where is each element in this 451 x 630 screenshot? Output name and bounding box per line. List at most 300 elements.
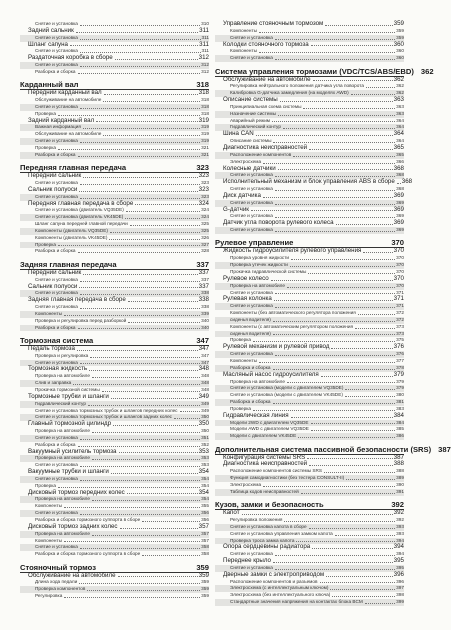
toc-page-number: 396 bbox=[393, 570, 404, 578]
toc-item-entry bbox=[20, 476, 209, 483]
toc-page-number: 321 bbox=[201, 151, 209, 157]
toc-entry-title: Жидкость гидроусилителя рулевого управления bbox=[223, 247, 362, 255]
toc-page-number: 369 bbox=[393, 205, 404, 213]
toc-page-number: 384 bbox=[393, 411, 404, 419]
toc-leader-dots bbox=[397, 183, 401, 184]
toc-page-number: 369 bbox=[393, 219, 404, 227]
toc-entry-title: Шланг сапуна передней главной передачи bbox=[35, 221, 128, 227]
toc-item-entry bbox=[215, 48, 404, 55]
toc-leader-dots bbox=[113, 425, 198, 426]
toc-leader-dots bbox=[120, 528, 198, 529]
toc-leader-dots bbox=[78, 328, 201, 329]
toc-page-number: 354 bbox=[201, 482, 209, 488]
toc-entry-title: Электросхема bbox=[230, 158, 262, 164]
toc-item-entry bbox=[20, 304, 209, 311]
toc-page-number: 399 bbox=[396, 599, 404, 605]
toc-page-number: 354 bbox=[201, 475, 209, 481]
toc-leader-dots bbox=[128, 322, 200, 323]
toc-leader-dots bbox=[311, 45, 393, 46]
toc-entry-title: Разборка и сборка bbox=[35, 248, 76, 254]
toc-item-entry bbox=[20, 538, 209, 545]
toc-leader-dots bbox=[311, 430, 395, 431]
toc-page-number: 312 bbox=[198, 54, 209, 62]
toc-leader-dots bbox=[80, 548, 200, 549]
toc-leader-dots bbox=[79, 287, 197, 288]
toc-item-entry bbox=[215, 392, 404, 399]
toc-page-number: 392 bbox=[393, 509, 404, 517]
toc-page-number: 369 bbox=[396, 199, 404, 205]
toc-page-number: 357 bbox=[198, 522, 209, 530]
toc-item-entry bbox=[20, 138, 209, 145]
toc-entry-title: Слив и заправка bbox=[35, 380, 72, 386]
toc-entry-title: Важная информация bbox=[35, 124, 81, 130]
toc-entry-title: Передний карданный вал bbox=[28, 89, 102, 97]
toc-page-number: 370 bbox=[396, 262, 404, 268]
toc-page-number: 338 bbox=[201, 290, 209, 296]
toc-entry-title: Исполнительный механизм и блок управления ABS в сборе bbox=[223, 178, 395, 186]
toc-page-number: 391 bbox=[396, 488, 404, 494]
toc-entry-title: Модели с двигателем VK45DE bbox=[230, 433, 297, 439]
toc-subsection-entry bbox=[215, 558, 404, 565]
toc-entry-title: G-датчик bbox=[223, 205, 250, 213]
toc-entry-title: Стандартные значения напряжения на контактах блока BCM bbox=[230, 599, 363, 605]
toc-item-entry bbox=[215, 283, 404, 290]
toc-leader-dots bbox=[253, 410, 395, 411]
toc-leader-dots bbox=[351, 94, 395, 95]
toc-page-number: 359 bbox=[393, 20, 404, 27]
toc-page-number: 373 bbox=[396, 323, 404, 329]
toc-leader-dots bbox=[103, 101, 200, 102]
toc-page-number: 376 bbox=[393, 343, 404, 351]
toc-page-number: 318 bbox=[198, 89, 209, 97]
toc-leader-dots bbox=[119, 452, 198, 453]
toc-subsection-entry bbox=[215, 296, 404, 303]
toc-entry-title: Электросхема (с интеллектуальным ключом) bbox=[230, 585, 329, 591]
toc-item-entry bbox=[20, 496, 209, 503]
toc-page-number: 325 bbox=[201, 221, 209, 227]
toc-leader-dots bbox=[309, 528, 396, 529]
toc-page-number: 324 bbox=[201, 214, 209, 220]
toc-entry-title: Калибровка G-датчика замедления (на моделях AWD) bbox=[230, 90, 349, 96]
toc-entry-title: Дисковый тормоз задних колес bbox=[28, 522, 118, 530]
toc-page-number: 349 bbox=[201, 407, 209, 413]
toc-page-number: 373 bbox=[396, 330, 404, 336]
toc-page-number: 354 bbox=[201, 496, 209, 502]
toc-page-number: 359 bbox=[396, 34, 404, 40]
toc-item-entry bbox=[20, 579, 209, 586]
toc-leader-dots bbox=[128, 301, 198, 302]
toc-page-number: 323 bbox=[198, 172, 209, 180]
toc-page-number: 350 bbox=[201, 414, 209, 420]
toc-page-number: 362 bbox=[396, 90, 404, 96]
toc-item-entry bbox=[215, 482, 404, 489]
toc-entry-title: Проверка bbox=[35, 241, 56, 247]
toc-entry-title: Проверка bbox=[230, 337, 251, 343]
toc-subsection-entry bbox=[215, 510, 404, 517]
toc-page-number: 337 bbox=[198, 282, 209, 290]
toc-entry-title: Снятие и установка bbox=[35, 290, 78, 296]
toc-page-number: 371 bbox=[396, 303, 404, 309]
toc-page-number: 338 bbox=[201, 304, 209, 310]
toc-page-number: 365 bbox=[396, 151, 404, 157]
toc-page-number: 395 bbox=[396, 564, 404, 570]
toc-leader-dots bbox=[275, 59, 395, 60]
toc-leader-dots bbox=[64, 507, 200, 508]
toc-entry-title: сиденья водителя) bbox=[230, 316, 271, 322]
toc-page-number: 370 bbox=[396, 255, 404, 261]
toc-entry-title: Проверка на автомобиле bbox=[35, 496, 90, 502]
toc-leader-dots bbox=[272, 121, 395, 122]
toc-entry-title: Проверка bbox=[230, 405, 251, 411]
toc-item-entry bbox=[215, 433, 404, 440]
toc-leader-dots bbox=[296, 541, 395, 542]
toc-entry-title: Разборка и сборка тормозного суппорта в сборе bbox=[35, 517, 141, 522]
toc-page-number: 328 bbox=[201, 248, 209, 254]
toc-page-number: 356 bbox=[201, 517, 209, 522]
toc-page-number: 378 bbox=[396, 364, 404, 370]
toc-entry-title: Сальник полуоси bbox=[28, 282, 78, 290]
toc-entry-title: Снятие и установка bbox=[35, 21, 78, 26]
toc-entry-title: Расположение компонентов и разъемов bbox=[230, 578, 318, 584]
toc-page-number: 323 bbox=[201, 180, 209, 186]
toc-page-number: 326 bbox=[201, 234, 209, 240]
toc-entry-title: Снятие и установка bbox=[230, 213, 273, 219]
toc-entry-title: Снятие и установка bbox=[230, 303, 273, 309]
toc-leader-dots bbox=[320, 582, 396, 583]
toc-page-number: 370 bbox=[396, 282, 404, 288]
toc-leader-dots bbox=[83, 274, 197, 275]
toc-page-number: 359 bbox=[396, 27, 404, 33]
toc-subsection-entry bbox=[20, 297, 209, 304]
toc-entry-title: Снятие и установка bbox=[35, 544, 78, 550]
toc-item-entry bbox=[20, 221, 209, 228]
toc-leader-dots bbox=[273, 334, 395, 335]
toc-entry-title: Шина CAN bbox=[223, 130, 254, 138]
toc-page-number: 379 bbox=[393, 370, 404, 378]
toc-entry-title: Проверка и регулировка bbox=[35, 352, 89, 358]
toc-leader-dots bbox=[325, 25, 392, 26]
toc-leader-dots bbox=[259, 52, 395, 53]
toc-item-entry bbox=[20, 428, 209, 435]
toc-leader-dots bbox=[278, 169, 393, 170]
toc-entry-title: Проверка на автомобиле bbox=[35, 530, 90, 536]
toc-leader-dots bbox=[284, 521, 395, 522]
toc-entry-title: Разборка и сборка bbox=[230, 364, 271, 370]
toc-entry-title: Модели AWD с двигателем VQ35DE bbox=[230, 426, 309, 432]
toc-page-number: 347 bbox=[196, 335, 209, 345]
toc-entry-title: сиденья водителя) bbox=[230, 330, 271, 336]
toc-entry-title: Снятие и установка bbox=[230, 551, 273, 557]
toc-entry-title: Компоненты bbox=[230, 357, 258, 363]
toc-page-number: 386 bbox=[396, 433, 404, 439]
toc-subsection-entry bbox=[20, 55, 209, 62]
toc-entry-title: Описание системы bbox=[230, 138, 272, 144]
toc-item-entry bbox=[20, 97, 209, 104]
toc-leader-dots bbox=[78, 156, 201, 157]
toc-entry-title: Задняя главная передача в сборе bbox=[28, 296, 126, 304]
toc-item-entry bbox=[20, 131, 209, 138]
toc-entry-title: Компоненты (с автоматическим регулятором положения bbox=[230, 323, 354, 329]
toc-page-number: 387 bbox=[393, 453, 404, 461]
toc-item-entry bbox=[20, 228, 209, 235]
toc-leader-dots bbox=[89, 370, 198, 371]
toc-leader-dots bbox=[125, 218, 200, 219]
toc-leader-dots bbox=[259, 32, 395, 33]
toc-leader-dots bbox=[142, 521, 200, 522]
toc-column-right bbox=[215, 20, 451, 606]
toc-entry-title: Колесные датчики bbox=[223, 164, 276, 172]
toc-entry-title: Снятие и установка капота в сборе bbox=[230, 523, 307, 529]
toc-page-number: 377 bbox=[396, 357, 404, 363]
toc-entry-title: Снятие и установка bbox=[230, 227, 273, 233]
toc-entry-title: Сальник полуоси bbox=[28, 185, 78, 193]
toc-page-number: 318 bbox=[201, 103, 209, 109]
toc-entry-title: Снятие и установка bbox=[230, 172, 273, 178]
toc-page-number: 319 bbox=[198, 116, 209, 124]
toc-page-number: 398 bbox=[396, 592, 404, 598]
toc-subsection-entry bbox=[20, 270, 209, 277]
toc-page-number: 311 bbox=[199, 26, 209, 34]
toc-item-entry bbox=[20, 455, 209, 462]
toc-item-entry bbox=[215, 385, 404, 392]
toc-item-entry bbox=[20, 318, 209, 325]
toc-page-number: 387 bbox=[438, 444, 451, 454]
toc-leader-dots bbox=[251, 210, 393, 211]
toc-page-number: 353 bbox=[201, 455, 209, 461]
toc-entry-title: Разборка и сборка bbox=[230, 399, 271, 405]
toc-subsection-entry bbox=[20, 42, 209, 49]
toc-page-number: 318 bbox=[201, 97, 209, 103]
toc-subsection-entry bbox=[20, 28, 209, 35]
toc-page-number: 388 bbox=[393, 460, 404, 468]
toc-page-number: 337 bbox=[198, 268, 209, 276]
toc-page-number: 376 bbox=[396, 351, 404, 357]
toc-page-number: 359 bbox=[201, 579, 209, 585]
toc-item-entry bbox=[215, 599, 404, 606]
toc-subsection-entry bbox=[20, 187, 209, 194]
toc-item-entry bbox=[215, 262, 404, 269]
toc-leader-dots bbox=[80, 142, 200, 143]
toc-page-number: 397 bbox=[396, 585, 404, 591]
toc-page-number: 347 bbox=[198, 344, 209, 352]
toc-entry-title: Снятие и установка bbox=[35, 510, 78, 516]
toc-page-number: 318 bbox=[201, 110, 209, 116]
toc-page-number: 348 bbox=[201, 386, 209, 392]
toc-leader-dots bbox=[275, 355, 395, 356]
toc-page-number: 355 bbox=[201, 503, 209, 509]
toc-entry-title: Снятие и установка bbox=[35, 62, 78, 68]
toc-leader-dots bbox=[309, 465, 393, 466]
toc-entry-title: Вакуумный усилитель тормоза bbox=[28, 447, 117, 455]
toc-entry-title: Тормозная жидкость bbox=[28, 365, 88, 373]
toc-entry-title: Диск датчика bbox=[223, 191, 261, 199]
toc-leader-dots bbox=[273, 403, 396, 404]
toc-entry-title: Главный тормозной цилиндр bbox=[28, 420, 112, 428]
toc-leader-dots bbox=[355, 328, 395, 329]
toc-subsection-entry bbox=[20, 421, 209, 428]
toc-page-number: 381 bbox=[396, 399, 404, 405]
toc-entry-title: Снятие и установка bbox=[35, 462, 78, 468]
toc-item-entry bbox=[20, 248, 209, 255]
toc-leader-dots bbox=[345, 389, 395, 390]
toc-leader-dots bbox=[103, 135, 200, 136]
toc-entry-title: Снятие и установка bbox=[230, 55, 273, 61]
toc-subsection-entry bbox=[20, 524, 209, 531]
toc-entry-title: Задний сальник bbox=[28, 26, 74, 34]
toc-leader-dots bbox=[58, 115, 200, 116]
toc-leader-dots bbox=[290, 266, 395, 267]
toc-entry-title: Расположение компонентов системы SRS bbox=[230, 468, 323, 474]
toc-entry-title: Разборка и сборка bbox=[35, 324, 76, 330]
toc-page-number: 325 bbox=[201, 227, 209, 233]
toc-page-number: 363 bbox=[396, 103, 404, 109]
toc-entry-title: Принципиальная схема системы bbox=[230, 103, 302, 109]
toc-leader-dots bbox=[363, 252, 392, 253]
toc-leader-dots bbox=[280, 101, 393, 102]
toc-subsection-entry bbox=[20, 394, 209, 401]
toc-page-number: 353 bbox=[198, 447, 209, 455]
toc-item-entry bbox=[20, 551, 209, 558]
toc-page-number: 354 bbox=[198, 488, 209, 496]
toc-page-number: 319 bbox=[201, 124, 209, 130]
toc-page-number: 360 bbox=[396, 48, 404, 54]
toc-leader-dots bbox=[307, 458, 392, 459]
toc-entry-title: Снятие и установка управления замком капота bbox=[230, 530, 333, 536]
toc-leader-dots bbox=[274, 300, 393, 301]
toc-entry-title: Проверка на автомобиле bbox=[35, 428, 90, 434]
toc-leader-dots bbox=[76, 32, 198, 33]
toc-entry-title: Разборка и сборка bbox=[35, 441, 76, 447]
toc-leader-dots bbox=[80, 66, 200, 67]
toc-item-entry bbox=[20, 408, 209, 415]
toc-entry-title: Снятие и установка bbox=[35, 304, 78, 310]
toc-entry-title: Снятие и установка bbox=[35, 34, 78, 40]
toc-entry-title: Снятие и установка (двигатель VK45DE) bbox=[35, 214, 124, 220]
toc-leader-dots bbox=[78, 252, 201, 253]
toc-page-number: 394 bbox=[393, 543, 404, 551]
toc-leader-dots bbox=[64, 541, 200, 542]
toc-entry-title: Электросхема bbox=[230, 481, 262, 487]
toc-entry-title: Снятие и установка bbox=[35, 48, 78, 54]
toc-item-entry bbox=[20, 380, 209, 387]
toc-leader-dots bbox=[366, 87, 395, 88]
toc-leader-dots bbox=[80, 514, 200, 515]
toc-entry-title: Кузов, замки и безопасность bbox=[215, 500, 324, 510]
toc-leader-dots bbox=[70, 45, 198, 46]
toc-leader-dots bbox=[80, 439, 200, 440]
toc-leader-dots bbox=[275, 190, 395, 191]
toc-entry-title: Снятие и установка тормозных трубок и шлангов передних колес bbox=[35, 407, 178, 413]
toc-page-number: 311 bbox=[201, 48, 209, 54]
toc-item-entry bbox=[215, 317, 404, 324]
toc-subsection-entry bbox=[215, 97, 404, 104]
toc-leader-dots bbox=[313, 80, 393, 81]
toc-entry-title: Компоненты (двигатель VK45DE) bbox=[35, 234, 108, 240]
toc-leader-dots bbox=[332, 596, 395, 597]
toc-item-entry bbox=[215, 331, 404, 338]
toc-entry-title: Проверка троса замка капота bbox=[230, 537, 295, 543]
toc-page-number: 356 bbox=[201, 510, 209, 516]
toc-entry-title: Длина хода педали bbox=[35, 579, 78, 585]
toc-page-number: 311 bbox=[199, 40, 209, 48]
toc-leader-dots bbox=[110, 232, 200, 233]
toc-page-number: 380 bbox=[396, 392, 404, 398]
toc-leader-dots bbox=[287, 382, 395, 383]
toc-leader-dots bbox=[331, 348, 392, 349]
toc-leader-dots bbox=[83, 177, 197, 178]
toc-item-entry bbox=[215, 399, 404, 406]
toc-entry-title: Переднее крыло bbox=[223, 557, 271, 565]
toc-entry-title: Модели 2WD с двигателем VQ35DE bbox=[230, 419, 309, 425]
toc-item-entry bbox=[215, 152, 404, 159]
toc-leader-dots bbox=[321, 376, 393, 377]
toc-page-number: 390 bbox=[396, 481, 404, 487]
toc-page-number: 369 bbox=[393, 191, 404, 199]
toc-leader-dots bbox=[275, 307, 395, 308]
toc-entry-title: Тормозные трубки и шланги bbox=[28, 392, 109, 400]
toc-subsection-entry bbox=[20, 173, 209, 180]
toc-page-number: 359 bbox=[196, 562, 209, 572]
toc-item-entry bbox=[215, 379, 404, 386]
toc-entry-title: Раздаточная коробка в сборе bbox=[28, 54, 113, 62]
toc-page-number: 340 bbox=[201, 324, 209, 330]
toc-page-number: 348 bbox=[201, 373, 209, 379]
toc-item-entry bbox=[20, 242, 209, 249]
toc-leader-dots bbox=[365, 603, 395, 604]
toc-leader-dots bbox=[346, 479, 395, 480]
toc-entry-title: Регулировка нейтрального положения датчика угла поворота bbox=[230, 83, 364, 89]
toc-page-number: 368 bbox=[396, 186, 404, 192]
toc-leader-dots bbox=[102, 391, 200, 392]
toc-item-entry bbox=[215, 524, 404, 531]
toc-page-number: 348 bbox=[198, 365, 209, 373]
toc-page-number: 351 bbox=[201, 434, 209, 440]
toc-entry-title: Регулировка bbox=[35, 593, 63, 599]
toc-leader-dots bbox=[275, 217, 395, 218]
toc-item-entry bbox=[20, 325, 209, 332]
toc-leader-dots bbox=[336, 224, 393, 225]
toc-leader-dots bbox=[73, 384, 200, 385]
toc-page-number: 394 bbox=[396, 551, 404, 557]
toc-item-entry bbox=[20, 62, 209, 69]
toc-item-entry bbox=[215, 104, 404, 111]
toc-leader-dots bbox=[242, 514, 393, 515]
toc-entry-title: Обслуживание на автомобиле bbox=[35, 97, 102, 103]
toc-leader-dots bbox=[96, 121, 197, 122]
toc-leader-dots bbox=[80, 39, 201, 40]
toc-entry-title: Педаль тормоза bbox=[28, 344, 75, 352]
toc-leader-dots bbox=[291, 417, 393, 418]
toc-section-heading bbox=[215, 500, 404, 510]
toc-page-number: 393 bbox=[396, 523, 404, 529]
toc-entry-title: Снятие и установка bbox=[35, 276, 78, 282]
toc-item-entry bbox=[215, 420, 404, 427]
toc-leader-dots bbox=[135, 204, 197, 205]
toc-entry-title: Снятие и установка bbox=[35, 475, 78, 481]
toc-entry-title: Назначение системы bbox=[230, 110, 276, 116]
toc-leader-dots bbox=[174, 418, 200, 419]
toc-page-number: 370 bbox=[393, 247, 404, 255]
toc-item-entry bbox=[20, 235, 209, 242]
toc-item-entry bbox=[20, 401, 209, 408]
toc-page-number: 318 bbox=[196, 80, 209, 90]
toc-item-entry bbox=[20, 152, 209, 159]
toc-subsection-entry bbox=[20, 118, 209, 125]
toc-page-number: 362 bbox=[420, 66, 434, 76]
toc-leader-dots bbox=[92, 459, 200, 460]
toc-page-number: 324 bbox=[198, 199, 209, 207]
toc-leader-dots bbox=[278, 115, 395, 116]
